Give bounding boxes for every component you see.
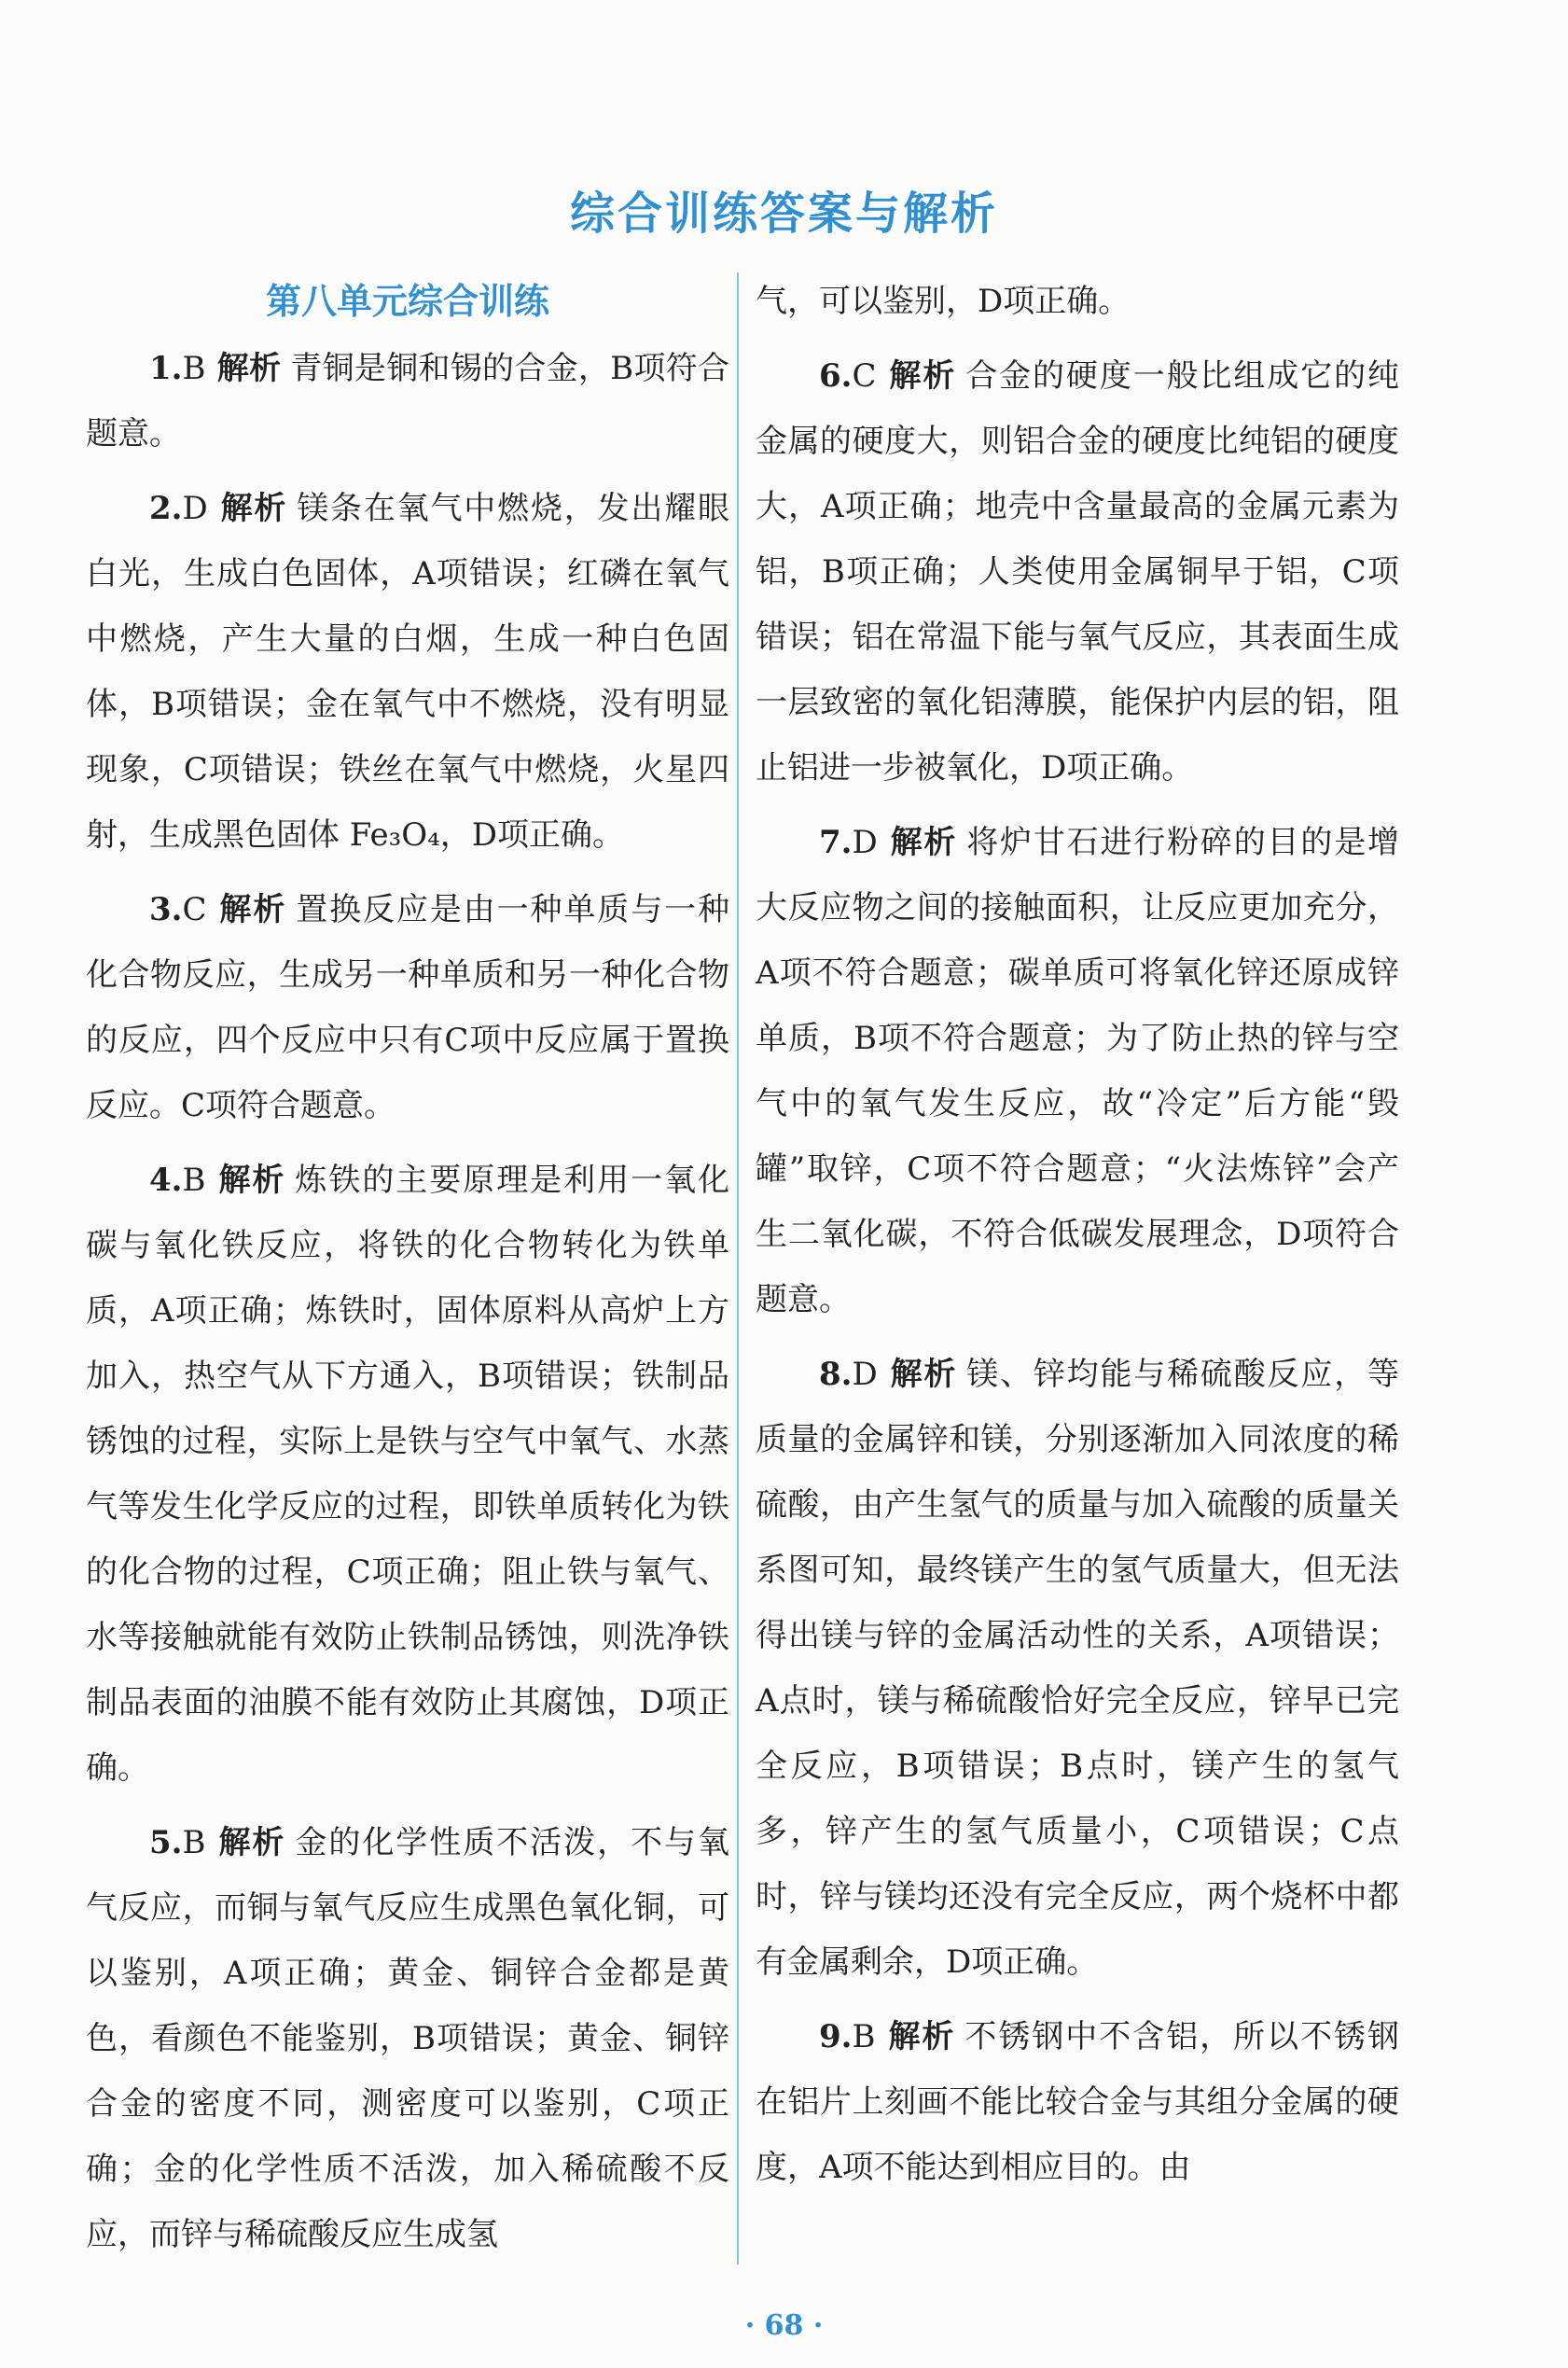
answer-item-8: [756, 1342, 1399, 1995]
right-column: [756, 269, 1399, 2209]
item-answer: B: [852, 2018, 876, 2055]
item-explanation: 青铜是铜和锡的合金，B项符合题意。: [86, 350, 730, 453]
column-divider: [737, 272, 739, 2264]
item-explanation: 镁、锌均能与稀硫酸反应，等质量的金属锌和镁，分别逐渐加入同浓度的稀硫酸，由产生氢气的质量与加入硫酸的质量关系图可知，最终镁产生的氢气质量大，但无法得出镁与锌的金属活动性的关系，A项错误；A点时，镁与稀硫酸恰好完全反应，锌早已完全反应，B项错误；B点时，镁产生的氢气多，锌产生的氢气质量小，C项错误；C点时，锌与镁均还没有完全反应，两个烧杯中都有金属剩余，D项正确。: [756, 1356, 1400, 1981]
page-number: · 68 ·: [744, 2309, 824, 2342]
answer-item-6: [756, 343, 1399, 801]
item-explanation: 不锈钢中不含铝，所以不锈钢在铝片上刻画不能比较合金与其组分金属的硬度，A项不能达到相应目的。由: [756, 2018, 1400, 2186]
item-answer: B: [182, 350, 206, 387]
analysis-label: 解析: [888, 1356, 958, 1393]
item-number: 6.: [819, 357, 853, 395]
item-number: 8.: [819, 1356, 853, 1393]
item-answer: B: [182, 1162, 206, 1199]
item-explanation: 合金的硬度一般比组成它的纯金属的硬度大，则铝合金的硬度比纯铝的硬度大，A项正确；地壳中含量最高的金属元素为铝，B项正确；人类使用金属铜早于铝，C项错误；铝在常温下能与氧气反应，其表面生成一层致密的氧化铝薄膜，能保护内层的铝，阻止铝进一步被氧化，D项正确。: [756, 357, 1400, 787]
item-number: 2.: [149, 490, 183, 527]
item-explanation: 镁条在氧气中燃烧，发出耀眼白光，生成白色固体，A项错误；红磷在氧气中燃烧，产生大量的白烟，生成一种白色固体，B项错误；金在氧气中不燃烧，没有明显现象，C项错误；铁丝在氧气中燃烧，火星四射，生成黑色固体 Fe₃O₄，D项正确。: [86, 490, 730, 854]
item-answer: D: [182, 490, 208, 527]
analysis-label: 解析: [216, 350, 282, 387]
continuation-text: 气，可以鉴别，D项正确。: [756, 283, 1131, 320]
item-explanation: 金的化学性质不活泼，不与氧气反应，而铜与氧气反应生成黑色氧化铜，可以鉴别，A项正确；黄金、铜锌合金都是黄色，看颜色不能鉴别，B项错误；黄金、铜锌合金的密度不同，测密度可以鉴别，C项正确；金的化学性质不活泼，加入稀硫酸不反应，而锌与稀硫酸反应生成氢: [86, 1824, 730, 2253]
item-answer: D: [852, 1356, 878, 1393]
answer-item-9: [756, 2004, 1399, 2200]
answer-item-1: [86, 336, 729, 467]
item-number: 1.: [149, 350, 183, 387]
analysis-label: 解析: [216, 1824, 286, 1861]
item-explanation: 将炉甘石进行粉碎的目的是增大反应物之间的接触面积，让反应更加充分，A项不符合题意；碳单质可将氧化锌还原成锌单质，B项不符合题意；为了防止热的锌与空气中的氧气发生反应，故“冷定”后方能“毁罐”取锌，C项不符合题意；“火法炼锌”会产生二氧化碳，不符合低碳发展理念，D项符合题意。: [756, 824, 1400, 1318]
page-title: 综合训练答案与解析: [569, 188, 998, 240]
item-answer: B: [182, 1824, 206, 1861]
left-column: [86, 269, 729, 2277]
item-number: 5.: [149, 1824, 183, 1861]
analysis-label: 解析: [888, 824, 958, 861]
analysis-label: 解析: [887, 357, 957, 395]
item-explanation: 炼铁的主要原理是利用一氧化碳与氧化铁反应，将铁的化合物转化为铁单质，A项正确；炼铁时，固体原料从高炉上方加入，热空气从下方通入，B项错误；铁制品锈蚀的过程，实际上是铁与空气中氧气、水蒸气等发生化学反应的过程，即铁单质转化为铁的化合物的过程，C项正确；阻止铁与氧气、水等接触就能有效防止铁制品锈蚀，则洗净铁制品表面的油膜不能有效防止其腐蚀，D项正确。: [86, 1162, 730, 1787]
item-answer: C: [182, 891, 207, 928]
analysis-label: 解析: [218, 490, 288, 527]
answer-item-5: [86, 1810, 729, 2267]
item-number: 3.: [149, 891, 183, 928]
item-answer: C: [852, 357, 877, 395]
analysis-label: 解析: [216, 1162, 286, 1199]
answer-item-7: [756, 810, 1399, 1332]
answer-item-3: [86, 877, 729, 1138]
analysis-label: 解析: [217, 891, 287, 928]
item-number: 7.: [819, 824, 853, 861]
item-explanation: 置换反应是由一种单质与一种化合物反应，生成另一种单质和另一种化合物的反应，四个反应中只有C项中反应属于置换反应。C项符合题意。: [86, 891, 730, 1124]
item-number: 4.: [149, 1162, 183, 1199]
answer-item-2: [86, 476, 729, 868]
item-number: 9.: [819, 2018, 853, 2055]
analysis-label: 解析: [886, 2018, 956, 2055]
section-heading: 第八单元综合训练: [265, 280, 549, 322]
answer-item-4: [86, 1148, 729, 1801]
item-answer: D: [852, 824, 878, 861]
page-number-value: 68: [764, 2309, 804, 2342]
